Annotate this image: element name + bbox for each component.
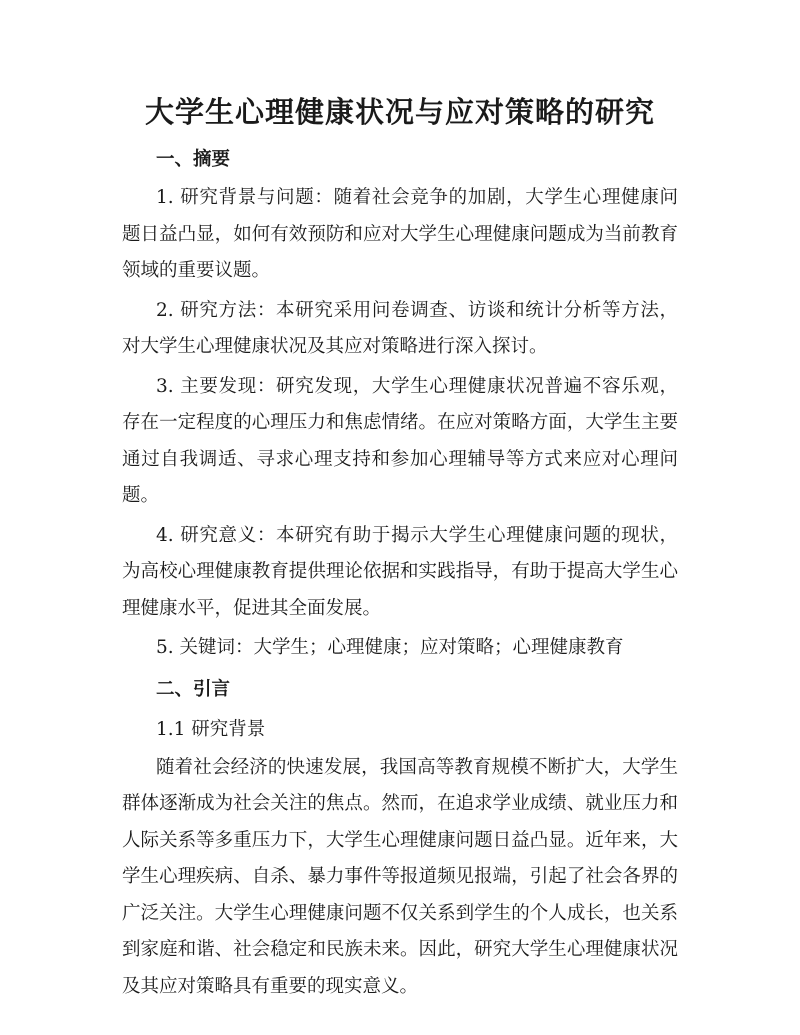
abstract-findings-paragraph: 3. 主要发现：研究发现，大学生心理健康状况普遍不容乐观，存在一定程度的心理压力和焦虑情绪。在应对策略方面，大学生主要通过自我调适、寻求心理支持和参加心理辅导等方式来应对心理问题。 [122, 375, 678, 506]
document-title: 大学生心理健康状况与应对策略的研究 [144, 95, 655, 129]
abstract-keywords-paragraph: 5. 关键词：大学生；心理健康；应对策略；心理健康教育 [156, 637, 624, 658]
abstract-significance-paragraph: 4. 研究意义：本研究有助于揭示大学生心理健康问题的现状，为高校心理健康教育提供理论依据和实践指导，有助于提高大学生心理健康水平，促进其全面发展。 [122, 524, 678, 619]
section-heading-introduction: 二、引言 [156, 678, 231, 700]
abstract-method-paragraph: 2. 研究方法：本研究采用问卷调查、访谈和统计分析等方法，对大学生心理健康状况及其应对策略进行深入探讨。 [122, 299, 678, 357]
abstract-background-paragraph: 1. 研究背景与问题：随着社会竞争的加剧，大学生心理健康问题日益凸显，如何有效预防和应对大学生心理健康问题成为当前教育领域的重要议题。 [122, 187, 678, 281]
subsection-heading-background: 1.1 研究背景 [156, 718, 266, 740]
introduction-background-paragraph: 随着社会经济的快速发展，我国高等教育规模不断扩大，大学生群体逐渐成为社会关注的焦点。然而，在追求学业成绩、就业压力和人际关系等多重压力下，大学生心理健康问题日益凸显。近年来，大学生心理疾病、自杀、暴力事件等报道频见报端，引起了社会各界的广泛关注。大学生心理健康问题不仅关系到学生的个人成长，也关系到家庭和谐、社会稳定和民族未来。因此，研究大学生心理健康状况及其应对策略具有重要的现实意义。 [122, 756, 678, 997]
section-heading-abstract: 一、摘要 [156, 149, 231, 170]
